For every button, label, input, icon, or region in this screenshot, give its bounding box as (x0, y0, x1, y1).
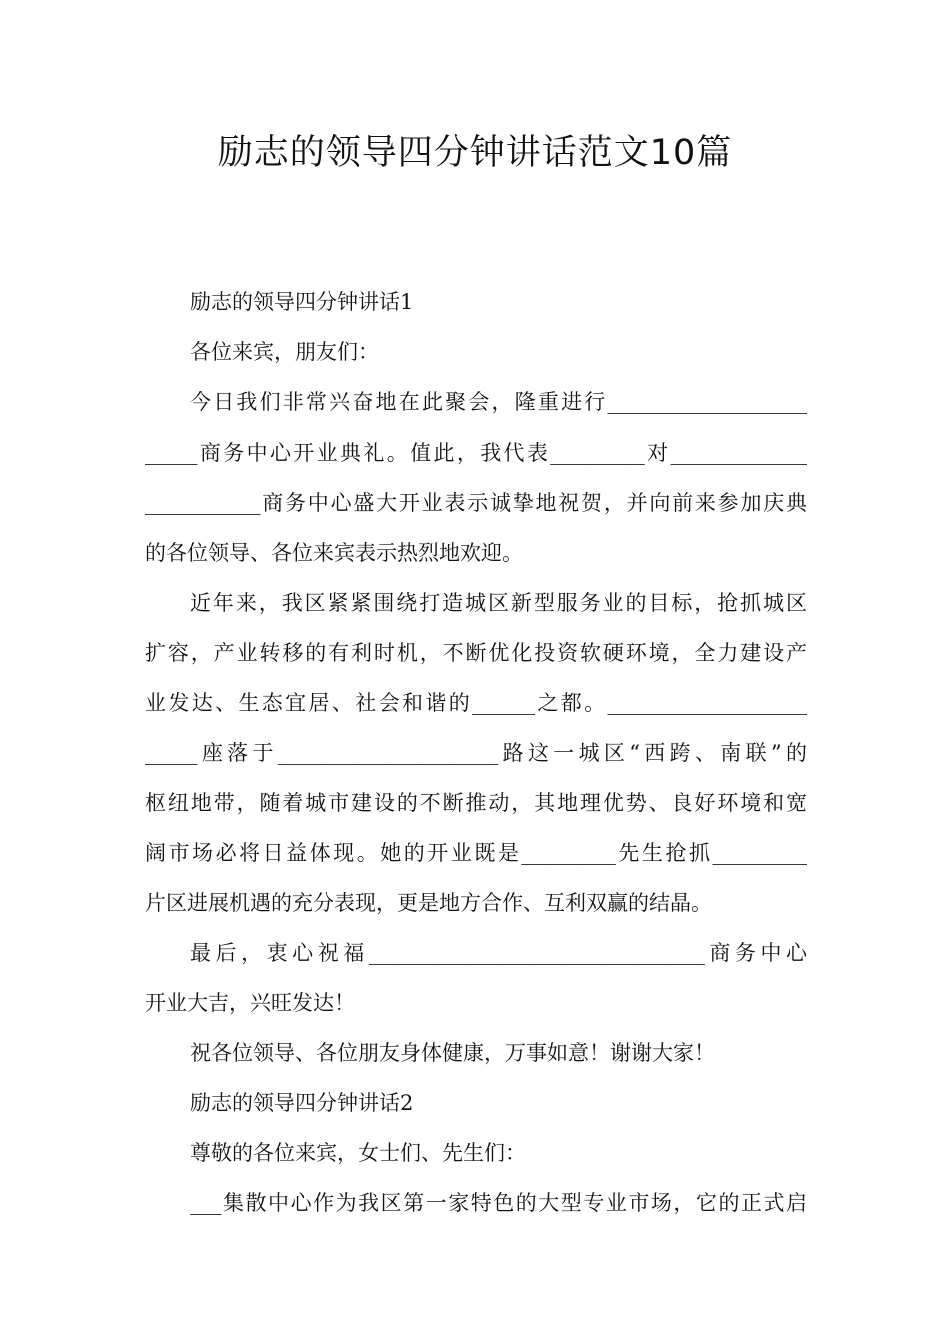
paragraph-line: _____商务中心开业典礼。值此，我代表_________对_____________ (145, 441, 807, 465)
paragraph-line: 近年来，我区紧紧围绕打造城区新型服务业的目标，抢抓城区 (190, 591, 807, 615)
paragraph-line: 业发达、生态宜居、社会和谐的______之都。___________________ (145, 691, 807, 715)
paragraph-line: 扩容，产业转移的有利时机，不断优化投资软硬环境，全力建设产 (145, 641, 807, 665)
paragraph-line: 的各位领导、各位来宾表示热烈地欢迎。 (145, 541, 523, 565)
paragraph-line: 开业大吉，兴旺发达！ (145, 991, 355, 1015)
paragraph-line: 枢纽地带，随着城市建设的不断推动，其地理优势、良好环境和宽 (145, 791, 807, 815)
paragraph-line: ___________商务中心盛大开业表示诚挚地祝贺，并向前来参加庆典 (145, 491, 807, 515)
paragraph-line: 片区进展机遇的充分表现，更是地方合作、互利双赢的结晶。 (145, 891, 712, 915)
paragraph-line: 今日我们非常兴奋地在此聚会，隆重进行___________________ (190, 390, 807, 414)
section-heading-1: 励志的领导四分钟讲话1 (190, 290, 414, 314)
paragraph-line: ___集散中心作为我区第一家特色的大型专业市场，它的正式启 (190, 1191, 807, 1215)
paragraph-line: 阔市场必将日益体现。她的开业既是_________先生抢抓_________ (145, 841, 807, 865)
document-title: 励志的领导四分钟讲话范文10篇 (217, 133, 733, 173)
closing-line: 祝各位领导、各位朋友身体健康，万事如意！谢谢大家！ (190, 1041, 715, 1065)
salutation-2: 尊敬的各位来宾，女士们、先生们： (190, 1141, 526, 1165)
section-heading-2: 励志的领导四分钟讲话2 (190, 1091, 414, 1115)
paragraph-line: 最后，衷心祝福________________________________商务中心 (190, 941, 807, 965)
salutation-1: 各位来宾，朋友们： (190, 340, 379, 364)
paragraph-line: _____座落于_____________________路这一城区“西跨、南联”的 (145, 741, 807, 765)
